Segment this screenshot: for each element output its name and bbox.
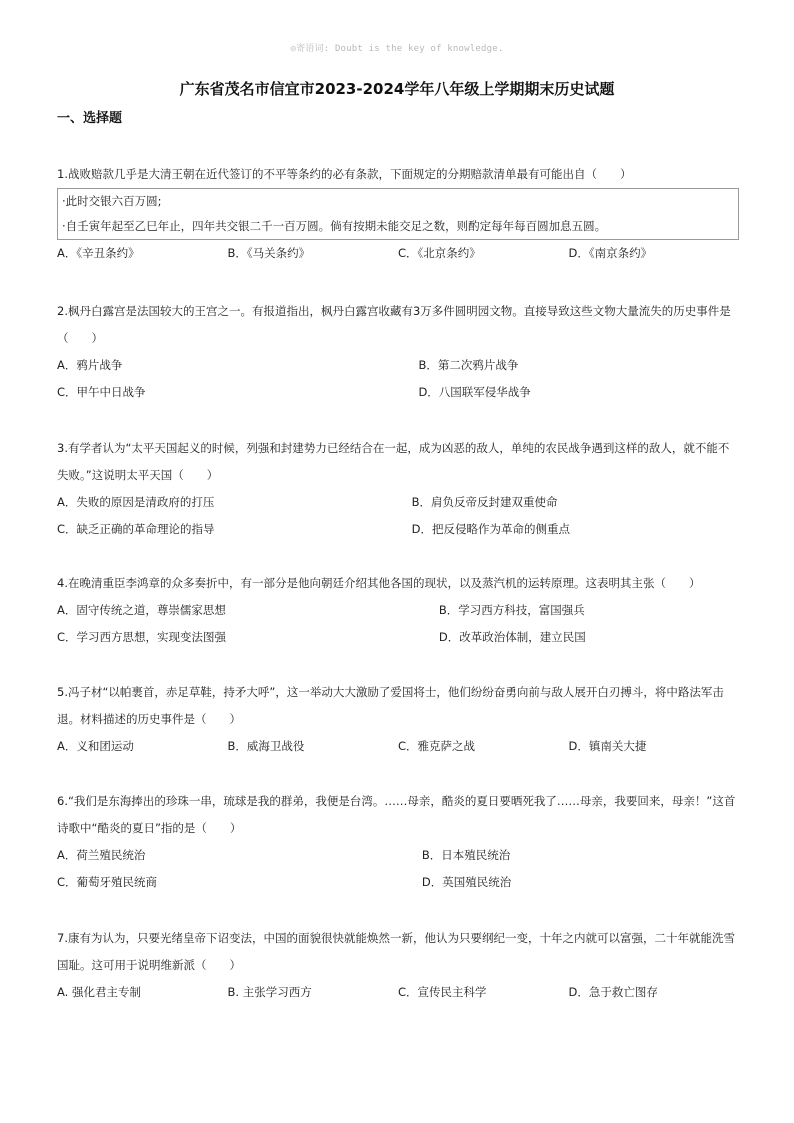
question-3-option-a[interactable]: A．失败的原因是清政府的打压 [57,495,215,509]
question-3-option-c[interactable]: C．缺乏正确的革命理论的指导 [57,522,215,536]
question-3-option-d[interactable]: D．把反侵略作为革命的侧重点 [411,522,570,536]
question-2-option-a[interactable]: A．鸦片战争 [57,358,123,372]
question-3-stem: 3.有学者认为“太平天国起义的时候，列强和封建势力已经结合在一起，成为凶恶的敌人，单纯的农民战争遇到这样的敌人，就不能不失败。”这说明太平天国（ ） [57,441,730,482]
question-1-option-d[interactable]: D．《南京条约》 [568,246,653,260]
question-4-options [57,597,739,651]
question-7-option-d[interactable]: D．急于救亡图存 [568,985,658,999]
question-7 [57,925,739,1006]
question-1-material-line-2: ·自壬寅年起至乙巳年止，四年共交银二千一百万圆。倘有按期未能交足之数，则酌定每年每百圆加息五圆。 [62,219,607,233]
question-6 [57,788,739,896]
question-2 [57,298,739,406]
question-7-option-c[interactable]: C．宣传民主科学 [398,985,487,999]
question-4-option-c[interactable]: C．学习西方思想，实现变法图强 [57,630,227,644]
question-2-options [57,352,739,406]
question-1-option-b[interactable]: B．《马关条约》 [227,246,311,260]
question-5-option-b[interactable]: B．威海卫战役 [227,739,305,753]
question-7-option-a[interactable]: A. 强化君主专制 [57,985,141,999]
question-7-option-b[interactable]: B. 主张学习西方 [227,985,312,999]
question-4-stem: 4.在晚清重臣李鸿章的众多奏折中，有一部分是他向朝廷介绍其他各国的现状，以及蒸汽机的运转原理。这表明其主张（ ） [57,576,701,590]
question-6-stem: 6.“我们是东海捧出的珍珠一串，琉球是我的群弟，我便是台湾。……母亲，酷炎的夏日要晒死我了……母亲，我要回来，母亲！”这首诗歌中“酷炎的夏日”指的是（ ） [57,794,736,835]
question-1-material-box [57,188,739,240]
section-heading: 一、选择题 [57,111,123,126]
question-1-option-c[interactable]: C．《北京条约》 [398,246,481,260]
question-2-option-b[interactable]: B．第二次鸦片战争 [418,358,519,372]
question-6-option-d[interactable]: D．英国殖民统治 [421,875,512,889]
question-7-stem: 7.康有为认为，只要光绪皇帝下诏变法，中国的面貌很快就能焕然一新，他认为只要纲纪一变，十年之内就可以富强，二十年就能洗雪国耻。这可用于说明维新派（ ） [57,931,735,972]
question-3 [57,435,739,543]
question-2-option-d[interactable]: D．八国联军侵华战争 [418,385,531,399]
question-1-stem: 1.战败赔款几乎是大清王朝在近代签订的不平等条约的必有条款，下面规定的分期赔款清单最有可能出自（ ） [57,167,632,181]
question-5 [57,679,739,760]
question-5-option-c[interactable]: C．雅克萨之战 [398,739,476,753]
question-5-stem: 5.冯子材“以帕裹首，赤足草鞋，持矛大呼”，这一举动大大激励了爱国将士，他们纷纷奋勇向前与敌人展开白刃搏斗，将中路法军击退。材料描述的历史事件是（ ） [57,685,724,726]
question-4-option-d[interactable]: D．改革政治体制，建立民国 [438,630,586,644]
question-4-option-b[interactable]: B．学习西方科技，富国强兵 [438,603,585,617]
page-title: 广东省茂名市信宜市2023-2024学年八年级上学期期末历史试题 [179,80,615,98]
question-4 [57,570,739,651]
question-4-option-a[interactable]: A．固守传统之道，尊崇儒家思想 [57,603,226,617]
question-1-options [57,240,739,267]
question-6-option-a[interactable]: A．荷兰殖民统治 [57,848,146,862]
question-5-option-a[interactable]: A．义和团运动 [57,739,134,753]
question-7-options [57,979,739,1006]
question-5-option-d[interactable]: D．镇南关大捷 [568,739,647,753]
watermark-text: ◎寄语词: Doubt is the key of knowledge. [290,44,504,54]
question-1-option-a[interactable]: A．《辛丑条约》 [57,246,140,260]
question-5-options [57,733,739,760]
question-6-option-c[interactable]: C．葡萄牙殖民统商 [57,875,158,889]
question-1 [57,161,739,267]
question-2-option-c[interactable]: C．甲午中日战争 [57,385,146,399]
question-3-option-b[interactable]: B．肩负反帝反封建双重使命 [411,495,558,509]
question-6-option-b[interactable]: B．日本殖民统治 [421,848,511,862]
question-3-options [57,489,739,543]
question-1-material-line-1: ·此时交银六百万圆; [62,194,162,208]
question-6-options [57,842,739,896]
question-2-stem: 2.枫丹白露宫是法国较大的王宫之一。有报道指出，枫丹白露宫收藏有3万多件圆明园文物。直接导致这些文物大量流失的历史事件是（ ） [57,304,731,345]
